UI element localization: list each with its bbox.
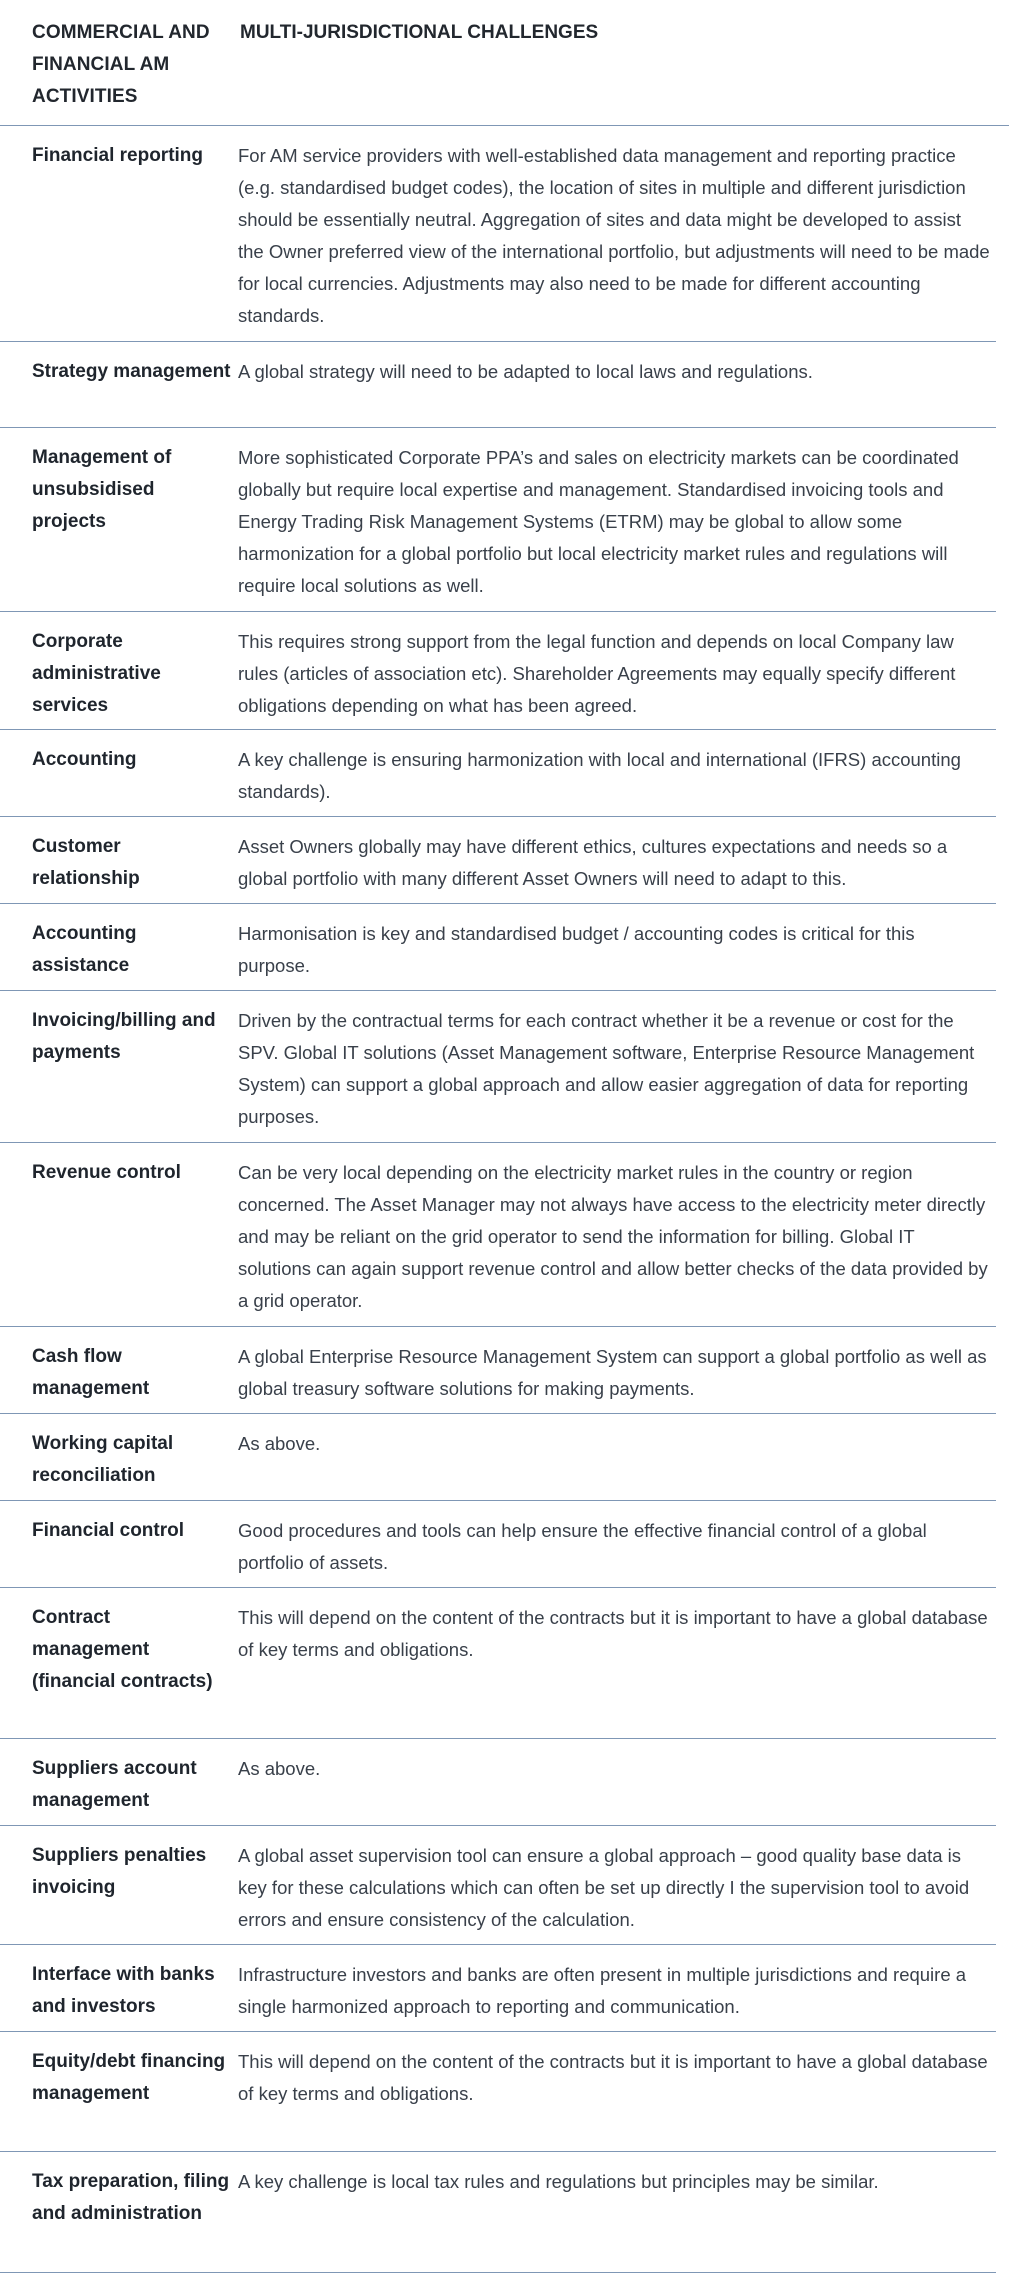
- table-row: [0, 1414, 996, 1501]
- row-activity: Equity/debt financing management: [32, 2051, 226, 2104]
- row-challenge: As above.: [238, 1433, 321, 1454]
- row-challenge: A key challenge is ensuring harmonization with local and international (IFRS) accounting standards).: [238, 749, 961, 802]
- row-activity: Financial reporting: [32, 145, 204, 166]
- row-activity: Suppliers account management: [32, 1758, 197, 1811]
- table-row: [0, 2152, 996, 2273]
- row-activity: Suppliers penalties invoicing: [32, 1845, 207, 1898]
- row-activity: Working capital reconciliation: [32, 1433, 174, 1486]
- table-row: [0, 342, 996, 428]
- row-activity: Invoicing/billing and payments: [32, 1010, 216, 1063]
- header-activities: COMMERCIAL AND FINANCIAL AM ACTIVITIES: [32, 22, 210, 107]
- table-row: [0, 1327, 996, 1414]
- row-challenge: This will depend on the content of the contracts but it is important to have a global database of key terms and obligations.: [238, 2051, 988, 2104]
- row-activity: Accounting: [32, 749, 137, 770]
- table-row: [0, 2032, 996, 2152]
- row-challenge: Infrastructure investors and banks are often present in multiple jurisdictions and require a single harmonized approach to reporting and communication.: [238, 1964, 967, 2017]
- table-row: [0, 612, 996, 730]
- row-activity: Contract management (financial contracts): [32, 1607, 213, 1692]
- row-challenge: For AM service providers with well-established data management and reporting practice (e.g. standardised budget codes), the location of sites in multiple and different jurisdiction should be essentially neutral. Aggregation of sites and data might be developed to assist the Owner preferred view of the international portfolio, but adjustments will need to be made for local currencies. Adjustments may also need to be made for different accounting standards.: [238, 145, 990, 326]
- row-challenge: As above.: [238, 1758, 321, 1779]
- row-challenge: Can be very local depending on the electricity market rules in the country or region concerned. The Asset Manager may not always have access to the electricity meter directly and may be reliant on the grid operator to send the information for billing. Global IT solutions can again support revenue control and allow better checks of the data provided by a grid operator.: [238, 1162, 988, 1311]
- row-activity: Interface with banks and investors: [32, 1964, 215, 2017]
- row-challenge: Asset Owners globally may have different ethics, cultures expectations and needs so a global portfolio with many different Asset Owners will need to adapt to this.: [238, 836, 948, 889]
- table-header: [0, 0, 1009, 126]
- row-challenge: This requires strong support from the legal function and depends on local Company law rules (articles of association etc). Shareholder Agreements may equally specify different obligations depending on what has been agreed.: [238, 631, 956, 716]
- table-row: [0, 730, 996, 817]
- row-activity: Financial control: [32, 1520, 185, 1541]
- row-activity: Tax preparation, filing and administration: [32, 2171, 230, 2224]
- table-row: [0, 1588, 996, 1739]
- row-challenge: Good procedures and tools can help ensure the effective financial control of a global portfolio of assets.: [238, 1520, 927, 1573]
- table-row: [0, 126, 996, 342]
- row-challenge: A global strategy will need to be adapted to local laws and regulations.: [238, 361, 813, 382]
- row-challenge: More sophisticated Corporate PPA’s and sales on electricity markets can be coordinated globally but require local expertise and management. Standardised invoicing tools and Energy Trading Risk Management Systems (ETRM) may be global to allow some harmonization for a global portfolio but local electricity market rules and regulations will require local solutions as well.: [238, 447, 959, 596]
- row-challenge: A global asset supervision tool can ensure a global approach – good quality base data is key for these calculations which can often be set up directly I the supervision tool to avoid errors and ensure consistency of the calculation.: [238, 1845, 970, 1930]
- row-activity: Corporate administrative services: [32, 631, 161, 716]
- row-activity: Accounting assistance: [32, 923, 137, 976]
- table-row: [0, 428, 996, 612]
- row-activity: Revenue control: [32, 1162, 181, 1183]
- row-activity: Management of unsubsidised projects: [32, 447, 172, 532]
- row-challenge: This will depend on the content of the contracts but it is important to have a global database of key terms and obligations.: [238, 1607, 988, 1660]
- table-row: [0, 1501, 996, 1588]
- table-row: [0, 1826, 996, 1945]
- table-row: [0, 1143, 996, 1327]
- table-row: [0, 1739, 996, 1826]
- row-challenge: Harmonisation is key and standardised budget / accounting codes is critical for this purpose.: [238, 923, 915, 976]
- row-activity: Strategy management: [32, 361, 231, 382]
- row-challenge: A global Enterprise Resource Management System can support a global portfolio as well as global treasury software solutions for making payments.: [238, 1346, 987, 1399]
- table-row: [0, 991, 996, 1143]
- table-row: [0, 817, 996, 904]
- row-activity: Customer relationship: [32, 836, 140, 889]
- row-challenge: Driven by the contractual terms for each contract whether it be a revenue or cost for the SPV. Global IT solutions (Asset Management software, Enterprise Resource Management System) can support a global approach and allow easier aggregation of data for reporting purposes.: [238, 1010, 975, 1127]
- row-challenge: A key challenge is local tax rules and regulations but principles may be similar.: [238, 2171, 879, 2192]
- table-row: [0, 904, 996, 991]
- row-activity: Cash flow management: [32, 1346, 150, 1399]
- header-challenges: MULTI-JURISDICTIONAL CHALLENGES: [240, 22, 599, 43]
- table-row: [0, 1945, 996, 2032]
